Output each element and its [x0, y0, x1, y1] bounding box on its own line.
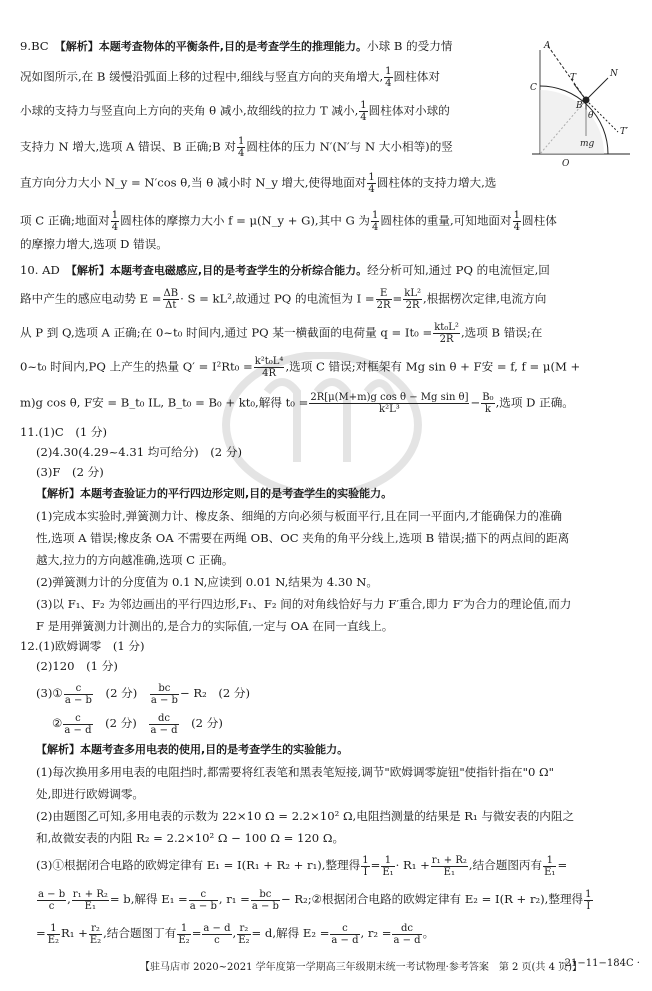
q10-line-4: 0~t₀ 时间内,PQ 上产生的热量 Q′ = I²Rt₀ = $\frac{\text{k²t₀L⁴}}{4R}$ ,选项 C 错误;对框架有 Mg sin θ + F安 = f, f = μ(M + — [20, 356, 581, 379]
label-T-prime: T′ — [620, 127, 629, 137]
q12-answer-2: (2)120 (1 分) — [36, 659, 118, 673]
q10-line-1: 10. AD 【解析】本题考查电磁感应,目的是考查学生的分析综合能力。经分析可知,通过 PQ 的电流恒定,回 — [20, 263, 550, 277]
q11-para-1b: 性,选项 A 错误;橡皮条 OA 不需要在两绳 OB、OC 夹角的角平分线上,选项 B 错误;描下的两点间的距离 — [36, 531, 570, 545]
label-C: C — [530, 83, 537, 93]
label-T: T — [570, 73, 577, 83]
q12-para-2a: (2)由题图乙可知,多用电表的示数为 22×10 Ω = 2.2×10² Ω,电阻挡测量的结果是 R₁ 与微安表的内阻之 — [36, 809, 575, 823]
q12-para-3a: (3)①根据闭合电路的欧姆定律有 E₁ = I(R₁ + R₂ + r₁),整理得 $\frac{1}{I}$ = $\frac{1}{\text{E₁}}$ · R₁ + $\frac{\text{r₁ + R₂}}{\text{E₁}}$ ,结合题图丙有 $\frac{1}{\text{E₁}}$ = — [36, 854, 568, 878]
q10-line-5: m)g cos θ, F安 = B_t₀ IL, B_t₀ = B₀ + kt₀,解得 t₀ = $\frac{\text{2R[μ(M+m)g cos θ − Mg sin θ]}}{\text{k²L³}}$ − $\frac{\text{B₀}}{k}$ ,选项 D 正确。 — [20, 392, 574, 415]
q11-para-1c: 越大,拉力的方向越准确,选项 C 正确。 — [36, 553, 234, 567]
label-mg: mg — [580, 139, 595, 149]
q12-answer-1: 12.(1)欧姆调零 (1 分) — [20, 639, 145, 653]
q12-para-1b: 处,即进行欧姆调零。 — [36, 787, 145, 801]
footer-title: 【驻马店市 2020~2021 学年度第一学期高三年级期末统一考试物理·参考答案 第 2 页(共 4 页)】 — [140, 962, 583, 973]
force-diagram — [522, 36, 640, 170]
q12-para-3c: = $\frac{1}{\text{E₂}}$ R₁ + $\frac{\text{r₂}}{\text{E₂}}$ ,结合题图丁有 $\frac{1}{\text{E₂}}$ = $\frac{a - d}{c}$ , $\frac{\text{r₂}}{\text{E₂}}$ = d,解得 E₂ = $\frac{c}{a - d}$ , r₂ = $\frac{dc}{a - d}$ 。 — [36, 922, 435, 946]
q10-line-3: 从 P 到 Q,选项 A 正确;在 0~t₀ 时间内,通过 PQ 某一横截面的电荷量 q = It₀ = $\frac{\text{kt₀L²}}{2R}$ ,选项 B 错误;在 — [20, 322, 543, 345]
label-O: O — [562, 159, 570, 169]
label-B: B — [576, 101, 583, 111]
q9-line-6: 项 C 正确;地面对 $\frac{1}{4}$ 圆柱体的摩擦力大小 f = μ(N_y + G),其中 G 为 $\frac{1}{4}$ 圆柱体的重量,可知地面对 $\frac{1}{4}$ 圆柱体 — [20, 210, 557, 233]
q11-para-3a: (3)以 F₁、F₂ 为邻边画出的平行四边形,F₁、F₂ 间的对角线恰好与力 F′重合,即力 F′为合力的理论值,而力 — [36, 597, 572, 611]
q11-answer-1: 11.(1)C (1 分) — [20, 425, 108, 439]
q9-line-1: 9.BC 【解析】本题考查物体的平衡条件,目的是考查学生的推理能力。小球 B 的受力情 — [20, 39, 453, 53]
q9-line-5: 直方向分力大小 N_y = N′cos θ,当 θ 减小时 N_y 增大,使得地面对 $\frac{1}{4}$ 圆柱体的支持力增大,选 — [20, 172, 497, 195]
q9-line-2: 况如图所示,在 B 缓慢沿弧面上移的过程中,细线与竖直方向的夹角增大, $\frac{1}{4}$ 圆柱体对 — [20, 66, 440, 89]
q11-para-1a: (1)完成本实验时,弹簧测力计、橡皮条、细绳的方向必须与板面平行,且在同一平面内,才能确保力的准确 — [36, 509, 563, 523]
q11-answer-2: (2)4.30(4.29~4.31 均可给分) (2 分) — [36, 445, 242, 459]
q12-para-3b: $\frac{a - b}{c}$ , $\frac{\text{r₁ + R₂}}{\text{E₁}}$ = b,解得 E₁ = $\frac{c}{a - b}$ , r₁ = $\frac{bc}{a - b}$ − R₂;②根据闭合电路的欧姆定律有 E₂ = I(R + r₂),整理得 $\frac{1}{I}$ — [38, 888, 592, 912]
q9-line-7: 的摩擦力增大,选项 D 错误。 — [20, 237, 168, 251]
label-A: A — [544, 41, 551, 51]
q11-answer-3: (3)F (2 分) — [36, 465, 104, 479]
page-footer — [20, 958, 640, 976]
q12-para-2b: 和,故微安表的内阻 R₂ = 2.2×10² Ω − 100 Ω = 120 Ω。 — [36, 831, 345, 845]
label-theta: θ — [588, 111, 594, 121]
q10-line-2: 路中产生的感应电动势 E = $\frac{\Delta B}{\Delta t}$ · S = kL²,故通过 PQ 的电流恒为 I = $\frac{E}{2R}$ = $\frac{\text{kL²}}{2R}$ ,根据楞次定律,电流方向 — [20, 288, 547, 311]
label-N: N — [610, 69, 618, 79]
q12-answer-4: ② $\frac{c}{a - d}$ (2 分) $\frac{dc}{a - d}$ (2 分) — [52, 712, 223, 736]
footer-code: · 21−11−184C · — [558, 958, 640, 969]
q9-line-3: 小球的支持力与竖直向上方向的夹角 θ 减小,故细线的拉力 T 减小, $\frac{1}{4}$ 圆柱体对小球的 — [20, 100, 450, 123]
q11-para-3b: F 是用弹簧测力计测出的,是合力的实际值,一定与 OA 在同一直线上。 — [36, 619, 394, 633]
q12-para-1a: (1)每次换用多用电表的电阻挡时,都需要将红表笔和黑表笔短接,调节"欧姆调零旋钮"使指针指在"0 Ω" — [36, 765, 554, 779]
q9-line-4: 支持力 N 增大,选项 A 错误、B 正确;B 对 $\frac{1}{4}$ 圆柱体的压力 N′(N′与 N 大小相等)的竖 — [20, 136, 453, 159]
q11-analysis-title: 【解析】本题考查验证力的平行四边形定则,目的是考查学生的实验能力。 — [36, 487, 393, 500]
q12-answer-3: (3)① $\frac{c}{a - b}$ (2 分) $\frac{bc}{a - b}$ − R₂ (2 分) — [36, 682, 251, 706]
q12-analysis-title: 【解析】本题考查多用电表的使用,目的是考查学生的实验能力。 — [36, 743, 349, 756]
q11-para-2: (2)弹簧测力计的分度值为 0.1 N,应读到 0.01 N,结果为 4.30 N。 — [36, 575, 379, 589]
